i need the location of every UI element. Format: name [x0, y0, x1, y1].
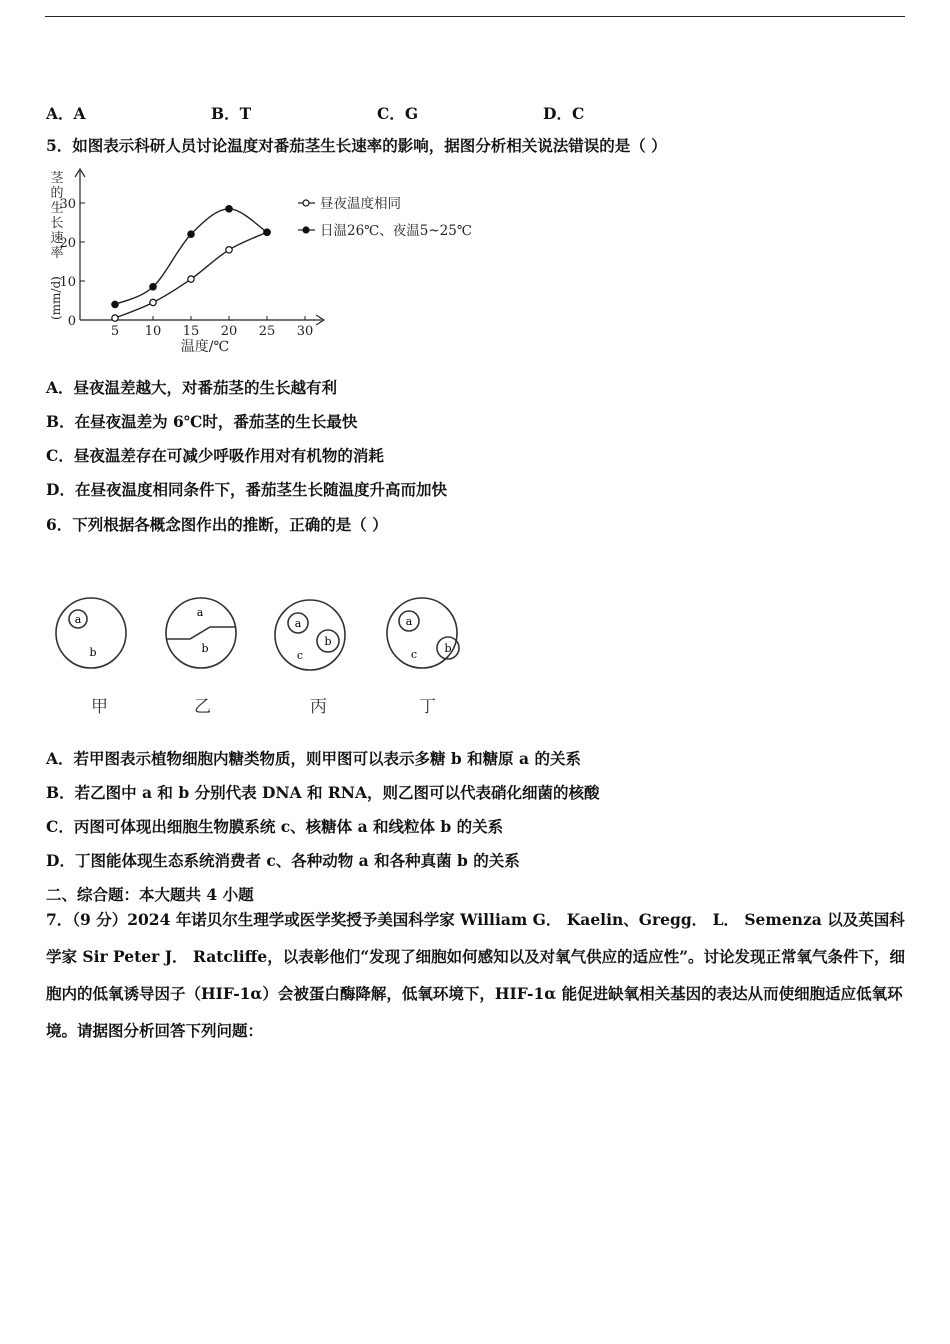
- q4-option-d[interactable]: D．C: [543, 104, 585, 123]
- data-point: [112, 301, 118, 307]
- q4-option-b[interactable]: B．T: [211, 104, 252, 123]
- bing-label-b: b: [324, 635, 332, 648]
- q6-option-d[interactable]: D．丁图能体现生态系统消费者 c、各种动物 a 和各种真菌 b 的关系: [46, 851, 520, 870]
- ding-label-b: b: [444, 642, 452, 655]
- diagram-ding: [387, 598, 459, 668]
- jia-label-a: a: [74, 613, 82, 626]
- axes: [75, 169, 324, 325]
- data-point: [188, 231, 194, 237]
- y-tick-label: 0: [67, 314, 76, 329]
- series-line-0: [115, 232, 267, 318]
- x-tick-label: 15: [182, 324, 200, 339]
- caption-bing: 丙: [310, 697, 327, 717]
- ding-label-a: a: [405, 615, 413, 628]
- header-rule: [45, 16, 905, 17]
- diagram-bing: [275, 600, 345, 670]
- q6-option-c[interactable]: C．丙图可体现出细胞生物膜系统 c、核糖体 a 和线粒体 b 的关系: [46, 817, 504, 836]
- yi-label-a: a: [196, 606, 204, 619]
- x-tick-label: 5: [110, 324, 120, 339]
- legend: [298, 195, 472, 239]
- data-point: [226, 206, 232, 212]
- caption-yi: 乙: [194, 697, 211, 717]
- q5-option-a[interactable]: A．昼夜温差越大，对番茄茎的生长越有利: [46, 378, 338, 397]
- bing-label-c: c: [296, 649, 304, 662]
- data-point: [150, 299, 156, 305]
- bing-label-a: a: [294, 617, 302, 630]
- caption-jia: 甲: [91, 697, 108, 717]
- data-point: [112, 315, 118, 321]
- legend-marker: [303, 227, 309, 233]
- legend-marker: [303, 200, 309, 206]
- series-lines: [112, 206, 270, 322]
- q5-stem: 5．如图表示科研人员讨论温度对番茄茎生长速率的影响，据图分析相关说法错误的是（ ）: [46, 136, 667, 155]
- x-tick-label: 30: [296, 324, 314, 339]
- data-point: [264, 229, 270, 235]
- q4-option-a[interactable]: A．A: [46, 104, 86, 123]
- x-tick-label: 25: [258, 324, 276, 339]
- y-label-char: 率: [50, 246, 64, 261]
- q5-option-c[interactable]: C．昼夜温差存在可减少呼吸作用对有机物的消耗: [46, 446, 384, 465]
- data-point: [226, 247, 232, 253]
- y-label-char: 的: [50, 186, 64, 201]
- section-heading: 二、综合题：本大题共 4 小题: [46, 885, 254, 904]
- y-label-char: 长: [50, 216, 64, 231]
- y-label-unit: (mm/d): [49, 276, 63, 320]
- y-label-char: 茎: [50, 171, 64, 186]
- legend-label: 昼夜温度相同: [320, 196, 401, 212]
- q7-text: 7．（9 分）2024 年诺贝尔生理学或医学奖授予美国科学家 William G． Kaelin、Gregg． L． Semenza 以及英国科学家 Sir Peter J． Ratcliffe，以表彰他们“发现了细胞如何感知以及对氧气供应的适应性”。讨论发现正常氧气条件下，细胞内的低氧诱导因子（HIF-1α）会被蛋白酶降解，低氧环境下，HIF-1α 能促进缺氧相关基因的表达从而使细胞适应低氧环境。请据图分析回答下列问题：: [46, 910, 906, 1040]
- data-point: [188, 276, 194, 282]
- q5-option-d[interactable]: D．在昼夜温度相同条件下，番茄茎生长随温度升高而加快: [46, 480, 447, 499]
- y-label-char: 速: [50, 231, 64, 246]
- x-tick-label: 20: [220, 324, 238, 339]
- x-axis-label: 温度/℃: [180, 339, 230, 355]
- legend-label: 日温26℃、夜温5~25℃: [320, 223, 472, 239]
- jia-label-b: b: [89, 646, 97, 659]
- x-tick-label: 10: [144, 324, 162, 339]
- yi-label-b: b: [201, 642, 209, 655]
- ding-label-c: c: [410, 648, 418, 661]
- y-tick-label: 10: [59, 275, 76, 290]
- data-point: [150, 284, 156, 290]
- growth-rate-chart: [40, 165, 480, 360]
- caption-ding: 丁: [419, 697, 436, 717]
- series-line-1: [115, 209, 267, 305]
- q6-stem: 6．下列根据各概念图作出的推断，正确的是（ ）: [46, 515, 388, 534]
- q4-option-c[interactable]: C．G: [377, 104, 419, 123]
- q6-option-a[interactable]: A．若甲图表示植物细胞内糖类物质，则甲图可以表示多糖 b 和糖原 a 的关系: [46, 749, 581, 768]
- q5-option-b[interactable]: B．在昼夜温差为 6℃时，番茄茎的生长最快: [46, 412, 358, 431]
- y-tick-label: 20: [59, 236, 76, 251]
- y-tick-label: 30: [59, 197, 76, 212]
- y-label-char: 生: [50, 201, 64, 216]
- concept-diagrams: [40, 585, 480, 685]
- q6-option-b[interactable]: B．若乙图中 a 和 b 分别代表 DNA 和 RNA，则乙图可以代表硝化细菌的核酸: [46, 783, 600, 802]
